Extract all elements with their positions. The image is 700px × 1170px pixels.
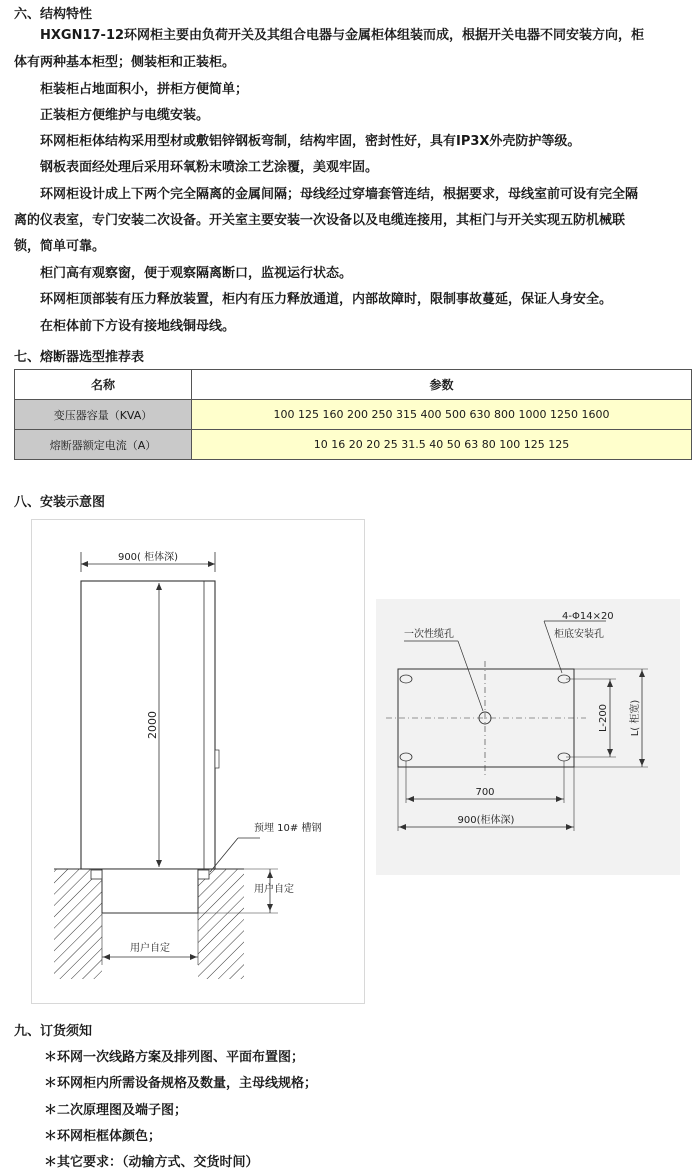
channel-label: 预埋 10# 槽钢 xyxy=(254,823,322,834)
mount-hole xyxy=(400,675,412,683)
l200-label: L-200 xyxy=(598,703,609,733)
order-item: ＊二次原理图及端子图； xyxy=(44,1103,188,1118)
order-item: ＊其它要求：（动输方式、交货时间） xyxy=(44,1155,259,1170)
paragraph-line: 环网柜顶部装有压力释放装置，柜内有压力释放通道，内部故障时，限制事故蔓延，保证人身安全。 xyxy=(40,292,613,307)
user-defined-side-label: 用户自定 xyxy=(254,884,294,895)
section7-title: 七、熔断器选型推荐表 xyxy=(14,350,145,365)
order-item: ＊环网柜框体颜色； xyxy=(44,1129,162,1144)
row-value: 10 16 20 20 25 31.5 40 50 63 80 100 125 125 xyxy=(192,430,692,460)
paragraph-line: 锁，简单可靠。 xyxy=(14,239,106,254)
hole-label: 柜底安装孔 xyxy=(554,629,604,640)
paragraph-line: 在柜体前下方设有接地线铜母线。 xyxy=(40,319,236,334)
cabinet-elevation-svg xyxy=(32,520,364,1003)
paragraph-line: HXGN17-12环网柜主要由负荷开关及其组合电器与金属柜体组装而成，根据开关电器不同安装方向，柜 xyxy=(40,28,645,43)
row-name: 熔断器额定电流（A） xyxy=(15,430,192,460)
paragraph-line: 环网柜柜体结构采用型材或敷铝锌钢板弯制，结构牢固，密封性好，具有IP3X外壳防护等级。 xyxy=(40,134,581,149)
paragraph-line: 钢板表面经处理后采用环氧粉末喷涂工艺涂覆，美观牢固。 xyxy=(40,160,379,175)
hole-spec-label: 4-Φ14×20 xyxy=(562,611,614,622)
base-plan-svg xyxy=(376,599,680,875)
cable-trench xyxy=(102,869,198,913)
table-row xyxy=(15,430,692,460)
dim-700-label: 700 xyxy=(475,787,495,798)
user-defined-bottom-label: 用户自定 xyxy=(130,943,170,954)
row-name: 变压器容量（KVA） xyxy=(15,400,192,430)
paragraph-line: 正装柜方便维护与电缆安装。 xyxy=(40,108,210,123)
paragraph-line: 柜门高有观察窗，便于观察隔离断口，监视运行状态。 xyxy=(40,266,353,281)
height-label: 2000 xyxy=(146,711,159,739)
paragraph-line: 体有两种基本柜型；侧装柜和正装柜。 xyxy=(14,55,236,70)
table-header-row xyxy=(15,370,692,400)
fuse-table xyxy=(14,369,692,460)
depth-900-label: 900(柜体深) xyxy=(457,815,515,826)
paragraph-line: 离的仪表室，专门安装二次设备。开关室主要安装一次设备以及电缆连接用，其柜门与开关实现五防机械联 xyxy=(14,213,626,228)
header-name: 名称 xyxy=(15,370,192,400)
paragraph-line: 柜装柜占地面积小，拼柜方便简单； xyxy=(40,82,249,97)
cabinet-elevation-diagram xyxy=(31,519,365,1004)
order-item: ＊环网一次线路方案及排列图、平面布置图； xyxy=(44,1050,305,1065)
section8-title: 八、安装示意图 xyxy=(14,495,106,510)
row-value: 100 125 160 200 250 315 400 500 630 800 1000 1250 1600 xyxy=(192,400,692,430)
section6-title: 六、结构特性 xyxy=(14,7,93,22)
header-param: 参数 xyxy=(192,370,692,400)
mount-hole xyxy=(400,753,412,761)
base-plan-diagram xyxy=(376,599,680,875)
depth-label: 900( 柜体深) xyxy=(117,552,179,563)
order-item: ＊环网柜内所需设备规格及数量，主母线规格； xyxy=(44,1076,318,1091)
cable-hole-label: 一次性缆孔 xyxy=(404,629,454,640)
ground-hatch-right xyxy=(198,869,244,979)
paragraph-line: 环网柜设计成上下两个完全隔离的金属间隔；母线经过穿墙套管连结，根据要求，母线室前可设有完全隔 xyxy=(40,187,639,202)
table-row xyxy=(15,400,692,430)
l-width-label: L( 柜宽) xyxy=(630,699,641,737)
section9-title: 九、订货须知 xyxy=(14,1024,93,1039)
ground-hatch-left xyxy=(54,869,102,979)
